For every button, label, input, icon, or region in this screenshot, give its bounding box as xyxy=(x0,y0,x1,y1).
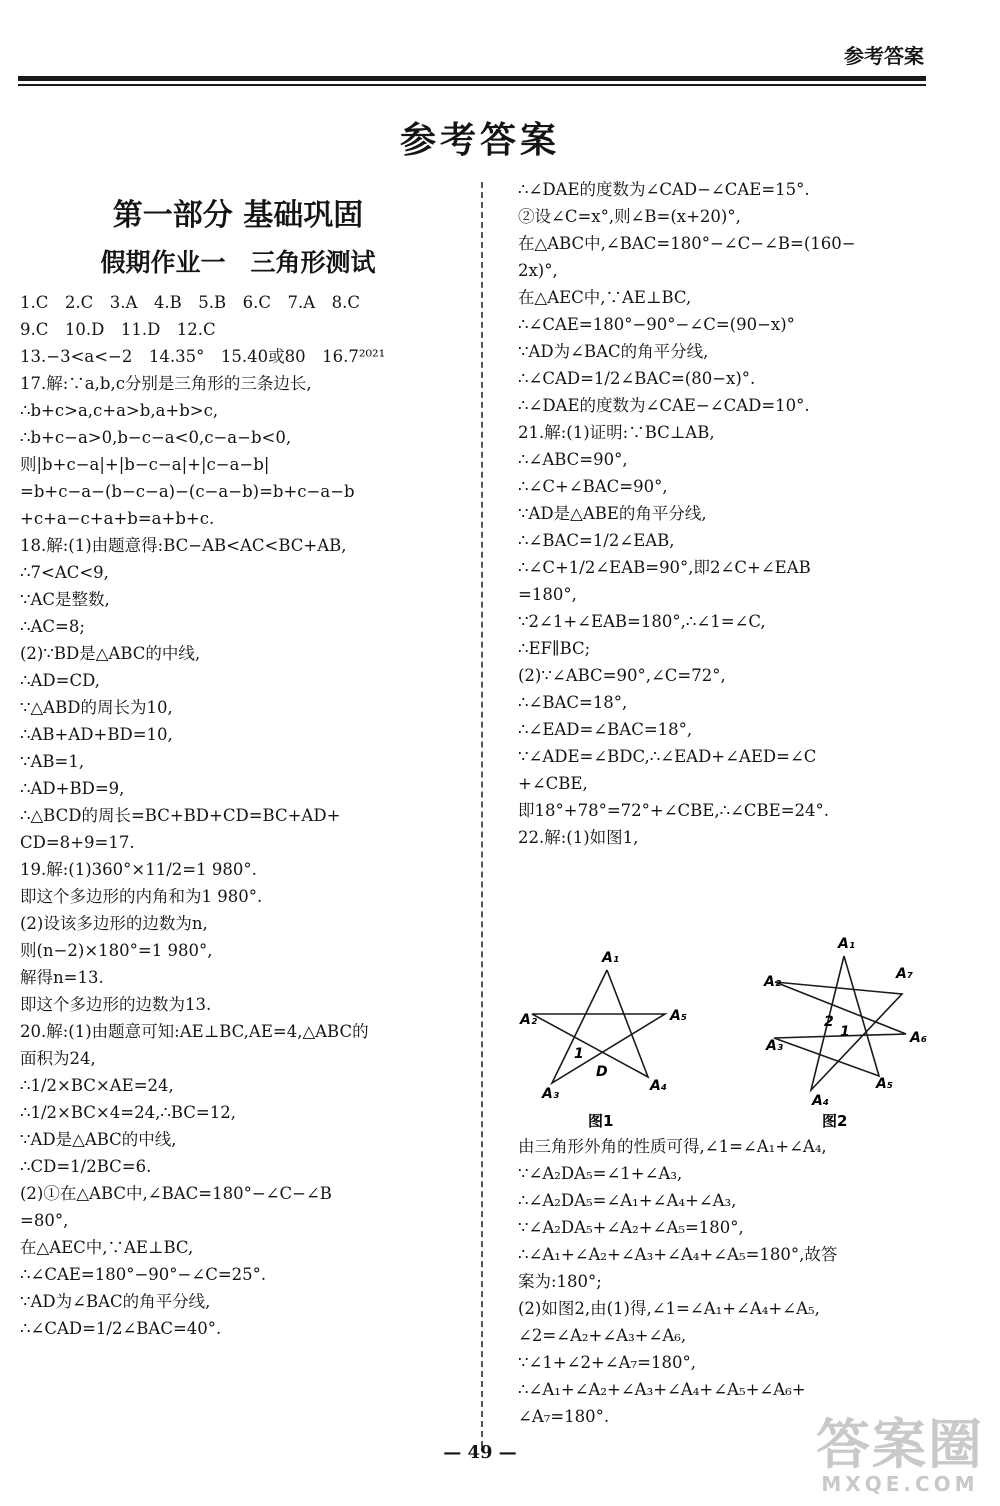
fig1-label-a5: A₅ xyxy=(670,1008,687,1024)
right-column-continued xyxy=(518,1133,948,1430)
answer-line: ∴AD=CD, xyxy=(20,671,100,690)
answer-line: (2)①在△ABC中,∠BAC=180°−∠C−∠B xyxy=(20,1184,332,1203)
answer-line: +c+a−c+a+b=a+b+c. xyxy=(20,509,215,528)
answer-line: ∵∠ADE=∠BDC,∴∠EAD+∠AED=∠C xyxy=(518,747,817,766)
answer-line: 17.解:∵a,b,c分别是三角形的三条边长, xyxy=(20,374,312,393)
answer-line: ∴∠C+1/2∠EAB=90°,即2∠C+∠EAB xyxy=(518,558,811,577)
section-title: 第一部分 基础巩固 xyxy=(112,198,364,233)
answer-line: =80°, xyxy=(20,1211,69,1230)
fig1-label-a3: A₃ xyxy=(542,1086,559,1102)
answer-line: ∴CD=1/2BC=6. xyxy=(20,1157,152,1176)
answer-line: 在△AEC中,∵AE⊥BC, xyxy=(518,288,692,307)
answer-line: ∵∠1+∠2+∠A₇=180°, xyxy=(518,1353,696,1372)
figures xyxy=(510,930,950,1142)
answer-line: ∴AD+BD=9, xyxy=(20,779,125,798)
answer-line: ∴∠BAC=1/2∠EAB, xyxy=(518,531,675,550)
answer-line: 解得n=13. xyxy=(20,968,104,987)
answer-line: ∴1/2×BC×AE=24, xyxy=(20,1076,174,1095)
answer-line: ∴△BCD的周长=BC+BD+CD=BC+AD+ xyxy=(20,806,341,825)
fig1-label-a4: A₄ xyxy=(650,1078,667,1094)
page-title: 参考答案 xyxy=(399,120,560,161)
fig2-label-a2: A₂ xyxy=(764,974,781,990)
answer-line: 在△ABC中,∠BAC=180°−∠C−∠B=(160− xyxy=(518,234,856,253)
answer-line: (2)∵BD是△ABC的中线, xyxy=(20,644,201,663)
fig1-label-d: D xyxy=(596,1064,608,1080)
answer-line: (2)∵∠ABC=90°,∠C=72°, xyxy=(518,666,726,685)
answer-line: ∵∠A₂DA₅+∠A₂+∠A₅=180°, xyxy=(518,1218,744,1237)
right-column xyxy=(518,176,948,851)
watermark-logo xyxy=(816,1413,984,1496)
answer-line: 即18°+78°=72°+∠CBE,∴∠CBE=24°. xyxy=(518,801,830,820)
answer-line: 面积为24, xyxy=(20,1049,96,1068)
answer-line: 案为:180°; xyxy=(518,1272,602,1291)
answer-line: (2)如图2,由(1)得,∠1=∠A₁+∠A₄+∠A₅, xyxy=(518,1299,820,1318)
answer-line: ∵AD是△ABC的中线, xyxy=(20,1130,177,1149)
figure2-caption: 图2 xyxy=(822,1112,848,1130)
figure2-star-lines xyxy=(774,956,906,1090)
answer-line: ∵∠A₂DA₅=∠1+∠A₃, xyxy=(518,1164,683,1183)
answer-line: 则|b+c−a|+|b−c−a|+|c−a−b| xyxy=(20,455,270,474)
page-number: — 49 — xyxy=(443,1442,517,1463)
answer-line: ∴∠A₁+∠A₂+∠A₃+∠A₄+∠A₅+∠A₆+ xyxy=(518,1380,806,1399)
answer-line: ∴∠CAE=180°−90°−∠C=(90−x)° xyxy=(518,315,795,334)
answer-line: ∴∠EAD=∠BAC=18°, xyxy=(518,720,693,739)
answer-line: ∴∠DAE的度数为∠CAD−∠CAE=15°. xyxy=(518,180,810,199)
fig2-label-a7: A₇ xyxy=(896,966,913,982)
answer-line: ∠A₇=180°. xyxy=(518,1407,610,1426)
answer-line: ∴7<AC<9, xyxy=(20,563,109,582)
answer-line: +∠CBE, xyxy=(518,774,588,793)
fig1-label-a1: A₁ xyxy=(602,950,619,966)
answer-line: ∵△ABD的周长为10, xyxy=(20,698,173,717)
answer-line: ∵AD为∠BAC的角平分线, xyxy=(20,1292,211,1311)
answer-line: ∴b+c−a>0,b−c−a<0,c−a−b<0, xyxy=(20,428,292,447)
answer-line: 2x)°, xyxy=(518,261,558,280)
answer-line: 20.解:(1)由题意可知:AE⊥BC,AE=4,△ABC的 xyxy=(20,1022,369,1041)
figure1-caption: 图1 xyxy=(588,1112,614,1130)
subsection-title: 假期作业一 三角形测试 xyxy=(100,248,376,277)
answer-line: CD=8+9=17. xyxy=(20,833,135,852)
answer-line: 则(n−2)×180°=1 980°, xyxy=(20,941,213,960)
answer-line: ②设∠C=x°,则∠B=(x+20)°, xyxy=(518,207,741,226)
answer-line: 13.−3<a<−2 14.35° 15.40或80 16.7²⁰²¹ xyxy=(20,347,386,366)
answer-line: (2)设该多边形的边数为n, xyxy=(20,914,208,933)
running-header: 参考答案 xyxy=(844,44,924,68)
answer-line: ∴∠CAD=1/2∠BAC=(80−x)°. xyxy=(518,369,756,388)
answer-line: ∴∠CAD=1/2∠BAC=40°. xyxy=(20,1319,222,1338)
answer-line: ∠2=∠A₂+∠A₃+∠A₆, xyxy=(518,1326,687,1345)
answer-line: 19.解:(1)360°×11/2=1 980°. xyxy=(20,860,257,879)
answer-line: ∴∠BAC=18°, xyxy=(518,693,628,712)
answer-line: 1.C 2.C 3.A 4.B 5.B 6.C 7.A 8.C xyxy=(20,293,361,312)
answer-line: ∵2∠1+∠EAB=180°,∴∠1=∠C, xyxy=(518,612,766,631)
answer-line: ∴∠ABC=90°, xyxy=(518,450,628,469)
answer-line: ∴∠CAE=180°−90°−∠C=25°. xyxy=(20,1265,267,1284)
answer-line: ∵AC是整数, xyxy=(20,590,110,609)
answer-line: ∵AB=1, xyxy=(20,752,85,771)
answer-line: 即这个多边形的边数为13. xyxy=(20,995,212,1014)
fig2-label-a3: A₃ xyxy=(766,1038,783,1054)
answer-line: =180°, xyxy=(518,585,577,604)
answer-line: ∴∠A₂DA₅=∠A₁+∠A₄+∠A₃, xyxy=(518,1191,737,1210)
answer-line: 由三角形外角的性质可得,∠1=∠A₁+∠A₄, xyxy=(518,1137,827,1156)
answer-line: =b+c−a−(b−c−a)−(c−a−b)=b+c−a−b xyxy=(20,482,355,501)
answer-line: ∴b+c>a,c+a>b,a+b>c, xyxy=(20,401,219,420)
answer-line: 即这个多边形的内角和为1 980°. xyxy=(20,887,263,906)
fig1-label-a2: A₂ xyxy=(520,1012,537,1028)
fig2-label-a6: A₆ xyxy=(910,1030,927,1046)
answer-line: 21.解:(1)证明:∵BC⊥AB, xyxy=(518,423,715,442)
answer-line: 22.解:(1)如图1, xyxy=(518,828,639,847)
answer-line: ∴∠C+∠BAC=90°, xyxy=(518,477,668,496)
fig2-label-a1: A₁ xyxy=(838,936,855,952)
fig1-label-1: 1 xyxy=(574,1046,584,1062)
header-rule-thin xyxy=(18,84,926,86)
answer-line: ∴AB+AD+BD=10, xyxy=(20,725,173,744)
fig2-label-2: 2 xyxy=(824,1014,834,1030)
watermark-url: MXQE.COM xyxy=(821,1472,979,1496)
column-divider xyxy=(481,182,483,1447)
geometry-figures xyxy=(510,930,950,1142)
answer-line: 9.C 10.D 11.D 12.C xyxy=(20,320,216,339)
figure2-heptagram xyxy=(774,956,906,1090)
answer-line: ∴AC=8; xyxy=(20,617,85,636)
answer-line: 在△AEC中,∵AE⊥BC, xyxy=(20,1238,194,1257)
answer-line: ∵AD是△ABE的角平分线, xyxy=(518,504,707,523)
fig2-label-a5: A₅ xyxy=(876,1076,893,1092)
header-rule-thick xyxy=(18,76,926,81)
watermark-text: 答案圈 xyxy=(816,1413,984,1476)
answer-line: ∴∠DAE的度数为∠CAE−∠CAD=10°. xyxy=(518,396,810,415)
fig2-label-a4: A₄ xyxy=(812,1093,829,1109)
answer-line: ∵AD为∠BAC的角平分线, xyxy=(518,342,709,361)
answer-line: ∴∠A₁+∠A₂+∠A₃+∠A₄+∠A₅=180°,故答 xyxy=(518,1245,838,1264)
answer-line: 18.解:(1)由题意得:BC−AB<AC<BC+AB, xyxy=(20,536,347,555)
fig2-label-1: 1 xyxy=(840,1024,850,1040)
left-column xyxy=(20,289,470,1342)
answer-line: ∴EF∥BC; xyxy=(518,639,591,658)
answer-line: ∴1/2×BC×4=24,∴BC=12, xyxy=(20,1103,236,1122)
